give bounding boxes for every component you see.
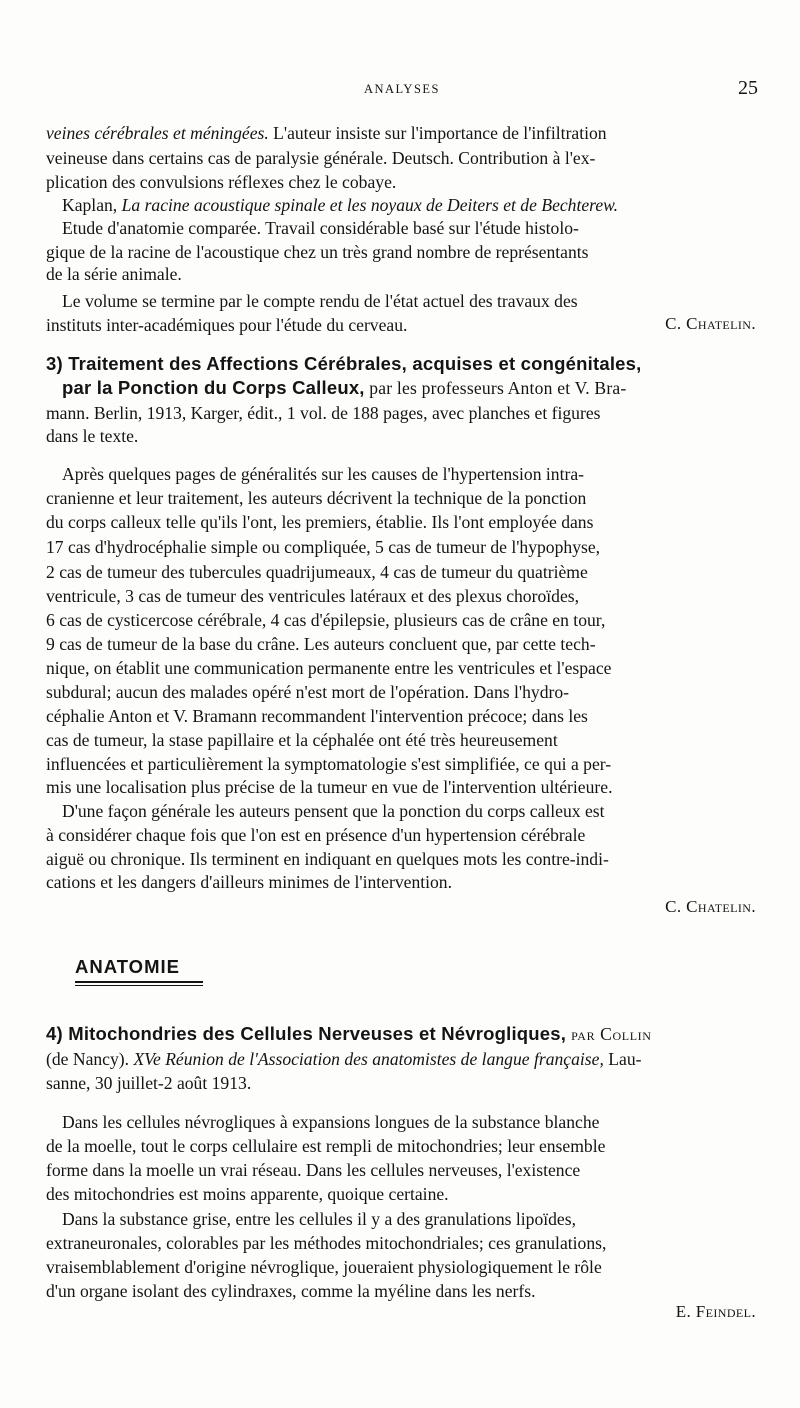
paragraph-line: ventricule, 3 cas de tumeur des ventricules latéraux et des plexus choroïdes, bbox=[46, 586, 580, 606]
citation-line: sanne, 30 juillet-2 août 1913. bbox=[46, 1073, 252, 1093]
paragraph-line: 9 cas de tumeur de la base du crâne. Les auteurs concluent que, par cette tech- bbox=[46, 634, 596, 654]
paragraph-line: nique, on établit une communication permanente entre les ventricules et l'espace bbox=[46, 658, 612, 678]
paragraph-line: d'un organe isolant des cylindraxes, comme la myéline dans les nerfs. bbox=[46, 1281, 536, 1301]
citation-line: mann. Berlin, 1913, Karger, édit., 1 vol. de 188 pages, avec planches et figures bbox=[46, 403, 601, 423]
section-heading: ANATOMIE bbox=[75, 956, 180, 977]
signature: C. Chatelin. bbox=[665, 897, 756, 916]
running-head: ANALYSES bbox=[363, 82, 441, 96]
signature: C. Chatelin. bbox=[665, 314, 756, 333]
paragraph-line: cranienne et leur traitement, les auteurs décrivent la technique de la ponction bbox=[46, 488, 587, 508]
paragraph-line: veineuse dans certains cas de paralysie générale. Deutsch. Contribution à l'ex- bbox=[46, 148, 596, 168]
paragraph-line: plication des convulsions réflexes chez le cobaye. bbox=[46, 172, 397, 192]
article-title: 4) Mitochondries des Cellules Nerveuses et Névrogliques, par Collin bbox=[46, 1023, 652, 1044]
page-header bbox=[46, 77, 758, 104]
paragraph-line: Le volume se termine par le compte rendu de l'état actuel des travaux des bbox=[62, 291, 578, 311]
paragraph-line: du corps calleux telle qu'ils l'ont, les premiers, établie. Ils l'ont employée dans bbox=[46, 512, 594, 532]
paragraph-line: des mitochondries est moins apparente, quoique certaine. bbox=[46, 1184, 449, 1204]
paragraph-line: mis une localisation plus précise de la tumeur en vue de l'intervention ultérieure. bbox=[46, 777, 613, 797]
paragraph-line: vraisemblablement d'origine névroglique, joueraient physiologiquement le rôle bbox=[46, 1257, 602, 1277]
paragraph-line: Dans les cellules névrogliques à expansions longues de la substance blanche bbox=[62, 1112, 600, 1132]
paragraph-line: Dans la substance grise, entre les cellules il y a des granulations lipoïdes, bbox=[62, 1209, 576, 1229]
paragraph-line: veines cérébrales et méningées. L'auteur insiste sur l'importance de l'infiltration bbox=[46, 123, 607, 143]
paragraph-line: gique de la racine de l'acoustique chez un très grand nombre de représentants bbox=[46, 242, 589, 262]
paragraph-line: 17 cas d'hydrocéphalie simple ou compliquée, 5 cas de tumeur de l'hypophyse, bbox=[46, 537, 601, 557]
paragraph-line: influencées et particulièrement la symptomatologie s'est simplifiée, ce qui a per- bbox=[46, 754, 612, 774]
paragraph-line: de la moelle, tout le corps cellulaire est rempli de mitochondries; leur ensemble bbox=[46, 1136, 606, 1156]
paragraph-line: aiguë ou chronique. Ils terminent en indiquant en quelques mots les contre-indi- bbox=[46, 849, 609, 869]
paragraph-line: forme dans la moelle un vrai réseau. Dans les cellules nerveuses, l'existence bbox=[46, 1160, 581, 1180]
paragraph-line: Kaplan, La racine acoustique spinale et les noyaux de Deiters et de Bechterew. bbox=[62, 195, 619, 215]
item-number: 4) bbox=[46, 1023, 63, 1044]
article-title: par la Ponction du Corps Calleux, par les professeurs Anton et V. Bra- bbox=[62, 377, 627, 398]
paragraph-line: 2 cas de tumeur des tubercules quadrijumeaux, 4 cas de tumeur du quatrième bbox=[46, 562, 588, 582]
citation-line: (de Nancy). XVe Réunion de l'Association des anatomistes de langue française, Lau- bbox=[46, 1049, 642, 1069]
heading-rule bbox=[75, 985, 203, 986]
paragraph-line: 6 cas de cysticercose cérébrale, 4 cas d'épilepsie, plusieurs cas de crâne en tour, bbox=[46, 610, 606, 630]
page-number: 25 bbox=[738, 77, 758, 99]
paragraph-line: Etude d'anatomie comparée. Travail considérable basé sur l'étude histolo- bbox=[62, 218, 579, 238]
paragraph-line: de la série animale. bbox=[46, 264, 182, 284]
paragraph-line: cas de tumeur, la stase papillaire et la céphalée ont été très heureusement bbox=[46, 730, 558, 750]
paragraph-line: céphalie Anton et V. Bramann recommandent l'intervention précoce; dans les bbox=[46, 706, 588, 726]
signature: E. Feindel. bbox=[675, 1302, 756, 1321]
paragraph-line: extraneuronales, colorables par les méthodes mitochondriales; ces granulations, bbox=[46, 1233, 607, 1253]
paragraph-line: cations et les dangers d'ailleurs minimes de l'intervention. bbox=[46, 872, 453, 892]
paragraph-line: à considérer chaque fois que l'on est en présence d'un hypertension cérébrale bbox=[46, 825, 586, 845]
heading-rule bbox=[75, 981, 203, 983]
article-title: 3) Traitement des Affections Cérébrales, acquises et congénitales, bbox=[46, 353, 642, 374]
paragraph-line: instituts inter-académiques pour l'étude du cerveau. bbox=[46, 315, 408, 335]
paragraph-line: subdural; aucun des malades opéré n'est mort de l'opération. Dans l'hydro- bbox=[46, 682, 570, 702]
citation-line: dans le texte. bbox=[46, 426, 139, 446]
paragraph-line: Après quelques pages de généralités sur les causes de l'hypertension intra- bbox=[62, 464, 585, 484]
item-number: 3) bbox=[46, 353, 63, 374]
paragraph-line: D'une façon générale les auteurs pensent que la ponction du corps calleux est bbox=[62, 801, 605, 821]
